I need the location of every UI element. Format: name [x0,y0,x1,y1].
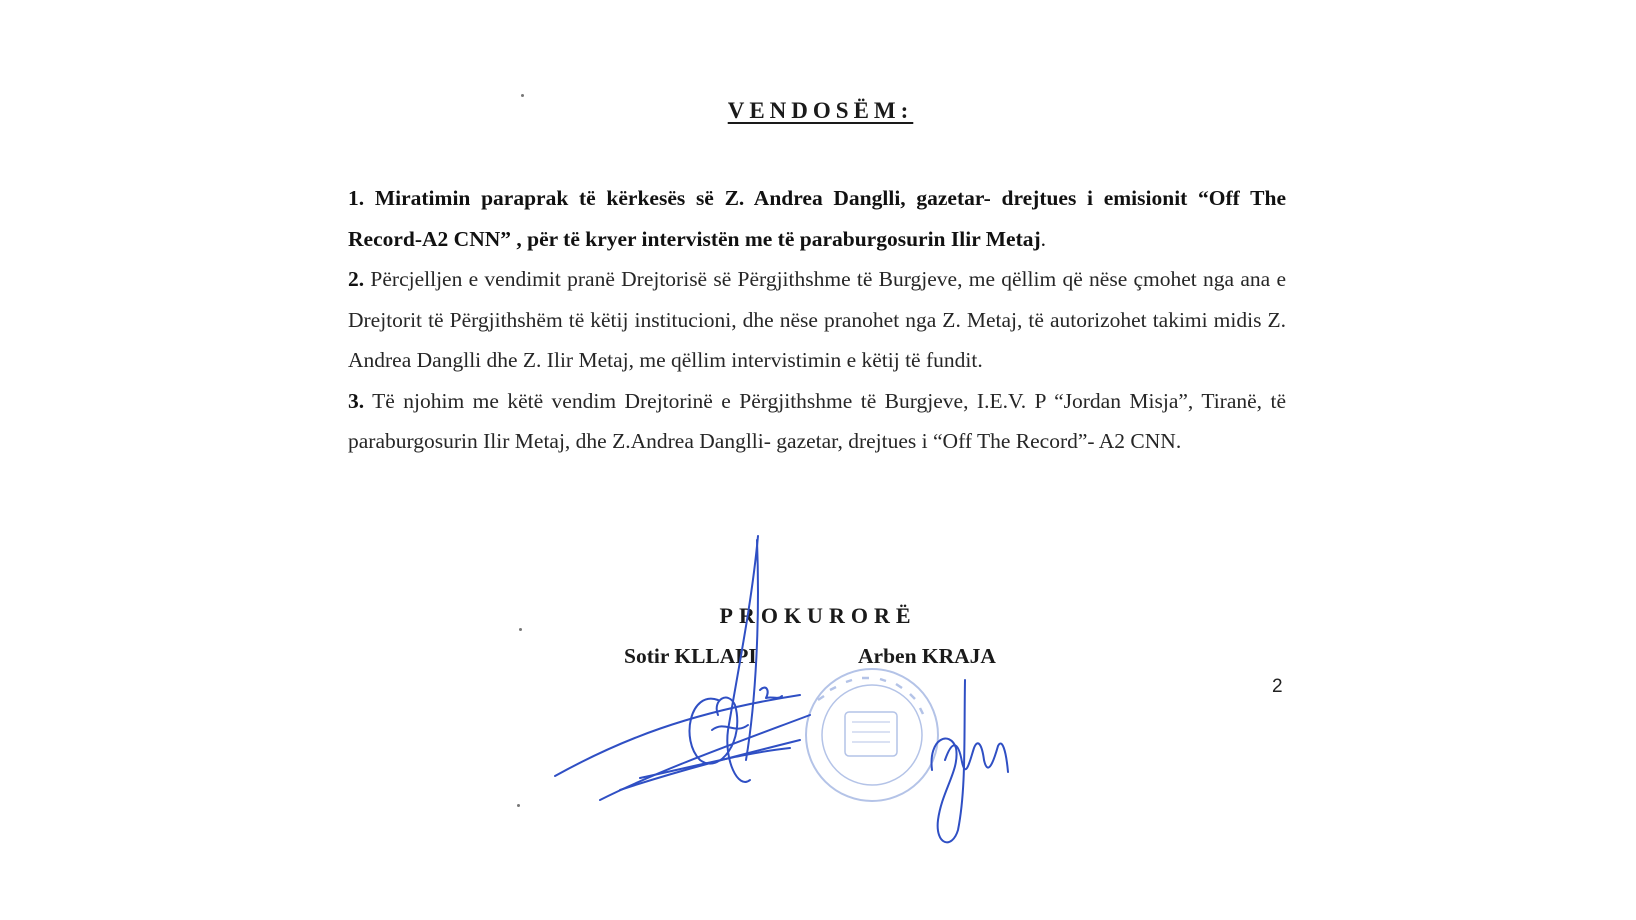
signature-right [932,680,1008,842]
decision-body [348,178,1286,462]
scan-speck [521,94,524,97]
item-number: 2. [348,267,365,291]
official-stamp [806,669,938,801]
scan-speck [517,804,520,807]
page-number: 2 [1272,676,1283,697]
item-text: Miratimin paraprak të kërkesës së Z. Andrea Danglli, gazetar- drejtues i emisionit “Off The Record-A2 CNN” , për të kryer intervistën me të paraburgosurin Ilir Metaj [348,186,1287,251]
decision-heading: VENDOSËM: [727,98,914,123]
item-number: 1. [348,186,365,210]
decision-item-1 [348,178,1286,259]
item-text: Të njohim me këtë vendim Drejtorinë e Përgjithshme të Burgjeve, I.E.V. P “Jordan Misja”, Tiranë, të paraburgosurin Ilir Metaj, dhe Z.Andrea Danglli- gazetar, drejtues i “Off The Record”- A2 CNN. [348,388,1286,453]
item-text: Përcjelljen e vendimit pranë Drejtorisë së Përgjithshme të Burgjeve, me qëllim që nëse çmohet nga ana e Drejtorit të Përgjithshëm të këtij institucioni, dhe nëse pranohet nga Z. Metaj, të autorizohet takimi midis Z. Andrea Danglli dhe Z. Ilir Metaj, me qëllim intervistimin e këtij të fundit. [348,267,1287,372]
item-number: 3. [348,388,365,413]
prosecutors-title: PROKURORË [719,603,917,628]
decision-item-2 [348,259,1286,381]
decision-item-3 [348,381,1286,462]
prosecutor-name-left: Sotir KLLAPI [624,644,757,668]
prosecutor-name-right: Arben KRAJA [858,644,996,668]
item-tail: . [1040,226,1047,251]
